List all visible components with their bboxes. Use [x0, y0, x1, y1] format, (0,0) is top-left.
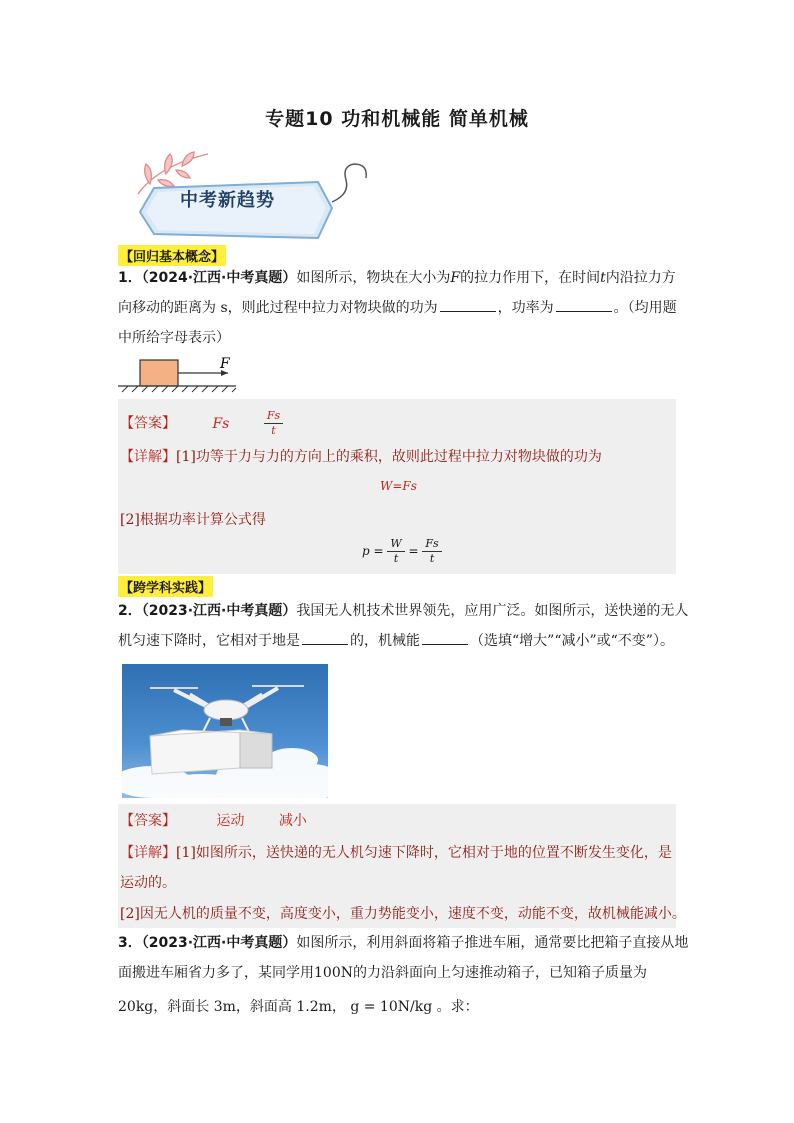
q1-formula-2 — [362, 537, 442, 566]
q2-text-2c: （选填“增大”“减小”或“不变”）。 — [470, 633, 674, 649]
q1-answer-label: 【答案】 — [120, 415, 176, 432]
q3-line-2: 面搬进车厢省力多了，某同学用100N的力沿斜面向上匀速推动箱子，已知箱子质量为 — [118, 965, 647, 981]
banner-label: 中考新趋势 — [180, 190, 275, 211]
q1-answer-2 — [264, 409, 283, 438]
q2-line-1 — [118, 596, 689, 626]
formula-w-over-t — [387, 537, 404, 566]
q2-line-2 — [118, 626, 678, 656]
q2-detail-label: 【详解】 — [120, 845, 176, 861]
q1-text-1c: 内沿拉力方 — [605, 270, 676, 286]
q1-source: （2024·江西·中考真题） — [141, 270, 297, 286]
q1-var-t: t — [600, 270, 606, 286]
q1-answer-row — [120, 409, 283, 438]
formula-eq: = — [408, 544, 419, 558]
q2-number: 2． — [118, 603, 142, 619]
q1-line-3: 中所给字母表示） — [118, 330, 230, 346]
q1-block-figure — [118, 356, 238, 396]
q1-blank-power[interactable] — [556, 297, 612, 312]
q3-number: 3． — [118, 935, 142, 951]
q1-number: 1． — [118, 270, 142, 286]
formula-t2: t — [429, 552, 435, 565]
q2-text-2a: 机匀速下降时，它相对于地是 — [118, 633, 300, 649]
formula-fs: Fs — [422, 537, 441, 552]
question-1 — [118, 263, 678, 353]
q2-detail-1a: [1]如图所示，送快递的无人机匀速下降时，它相对于地的位置不断发生变化，是 — [176, 845, 672, 861]
q2-source: （2023·江西·中考真题） — [141, 603, 297, 619]
q1-var-f: F — [450, 270, 461, 286]
q1-detail-row-1 — [120, 446, 602, 466]
formula-w: W — [387, 537, 404, 552]
question-2 — [118, 596, 689, 656]
q3-line-1 — [118, 928, 689, 958]
q2-answer-row — [120, 810, 307, 830]
q1-detail-2: [2]根据功率计算公式得 — [120, 512, 266, 528]
question-3 — [118, 928, 689, 1022]
q1-text-1b: 的拉力作用下，在时间 — [460, 270, 601, 286]
q1-detail-label: 【详解】 — [120, 449, 176, 465]
q2-detail-1b: 运动的。 — [120, 875, 176, 891]
q1-text-2b: ，功率为 — [497, 300, 554, 316]
q1-formula-1: W=Fs — [380, 479, 417, 493]
formula-p: p = — [362, 544, 384, 558]
q1-answer-block — [118, 399, 676, 574]
q2-answer-label: 【答案】 — [120, 813, 176, 829]
q1-text-2a: 向移动的距离为 s，则此过程中拉力对物块做的功为 — [118, 300, 438, 316]
section-tag-interdisciplinary: 【跨学科实践】 — [118, 576, 213, 597]
q2-text-2b: 的，机械能 — [350, 633, 420, 649]
q1-detail-1: [1]功等于力与力的方向上的乘积，故则此过程中拉力对物块做的功为 — [176, 449, 602, 465]
q1-answer-2-num: Fs — [264, 409, 283, 424]
q2-detail-2: [2]因无人机的质量不变，高度变小，重力势能变小，速度不变，动能不变，故机械能减小。 — [120, 906, 686, 922]
formula-fs-over-t — [422, 537, 441, 566]
drone-delivery-image — [122, 664, 328, 798]
formula-t1: t — [393, 552, 399, 565]
q3-line-3: 20kg，斜面长 3m，斜面高 1.2m， g = 10N/kg 。求： — [118, 999, 479, 1015]
q3-text-1: 如图所示，利用斜面将箱子推进车厢，通常要比把箱子直接从地 — [296, 935, 689, 951]
q1-line-1 — [118, 263, 678, 293]
q1-text-2c: 。（均用题 — [613, 300, 677, 316]
q2-text-1: 我国无人机技术世界领先，应用广泛。如图所示，送快递的无人 — [296, 603, 689, 619]
q2-answer-2: 减小 — [278, 813, 307, 829]
q1-answer-1: Fs — [212, 415, 230, 432]
force-label: F — [220, 356, 230, 372]
section-tag-basic-concepts: 【回归基本概念】 — [118, 245, 226, 266]
q2-blank-energy[interactable] — [422, 630, 468, 645]
q1-blank-work[interactable] — [440, 297, 496, 312]
q2-blank-motion[interactable] — [302, 630, 348, 645]
q3-source: （2023·江西·中考真题） — [141, 935, 297, 951]
page-title: 专题10 功和机械能 简单机械 — [265, 108, 529, 130]
q1-line-2 — [118, 293, 678, 323]
q2-detail-row-1 — [120, 842, 672, 862]
q2-answer-block — [118, 804, 686, 928]
q2-answer-1: 运动 — [216, 813, 245, 829]
q1-answer-2-den: t — [271, 424, 276, 437]
q1-text-1: 如图所示，物块在大小为 — [296, 270, 451, 286]
section-banner — [118, 146, 378, 246]
